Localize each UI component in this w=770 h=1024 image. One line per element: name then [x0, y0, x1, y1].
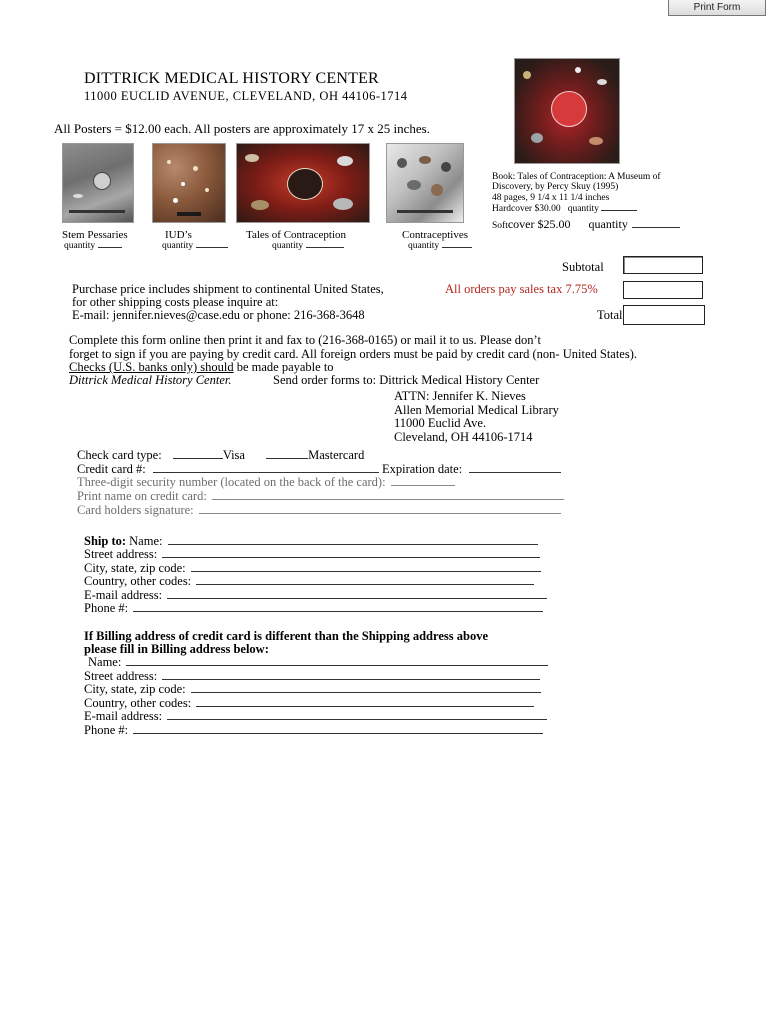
shipping-contact: E-mail: jennifer.nieves@case.edu or phone: 216-368-3648 — [72, 308, 365, 322]
billing-phone-row: Phone #: — [84, 723, 543, 738]
tales-of-contraception-poster-image — [236, 143, 370, 223]
poster-qty-iuds[interactable]: quantity — [162, 241, 228, 251]
ship-to-country-field[interactable] — [196, 583, 534, 585]
instructions-line2: forget to sign if you are paying by credit card. All foreign orders must be paid by credit card (non- United States). — [69, 347, 638, 361]
stem-pessaries-poster-image — [62, 143, 134, 223]
instructions-line1: Complete this form online then print it and fax to (216-368-0165) or mail it to us. Please don’t — [69, 333, 541, 347]
billing-street-row: Street address: — [84, 669, 540, 684]
billing-city-field[interactable] — [191, 691, 541, 693]
billing-street-field[interactable] — [162, 678, 540, 680]
billing-email-field[interactable] — [167, 718, 547, 720]
expiration-date-field[interactable] — [469, 471, 561, 473]
library-line: Allen Memorial Medical Library — [394, 403, 559, 417]
billing-email-row: E-mail address: — [84, 709, 547, 724]
sales-tax-label: All orders pay sales tax 7.75% — [445, 282, 598, 296]
ship-to-name-row: Ship to: Name: — [84, 534, 538, 549]
billing-city-row: City, state, zip code: — [84, 682, 541, 697]
book-softcover-row[interactable]: Softcover $25.00 quantity — [492, 215, 680, 233]
payee-name: Dittrick Medical History Center. — [69, 373, 232, 387]
signature-field[interactable] — [199, 512, 561, 514]
total-field[interactable] — [623, 305, 705, 325]
credit-card-number-field[interactable] — [153, 471, 379, 473]
ship-to-city-field[interactable] — [191, 570, 541, 572]
poster-qty-contraceptives[interactable]: quantity — [408, 241, 472, 251]
mail-street-line: 11000 Euclid Ave. — [394, 416, 486, 430]
subtotal-label: Subtotal — [562, 260, 604, 274]
book-hardcover-row[interactable]: Hardcover $30.00 quantity — [492, 204, 637, 214]
poster-qty-tales[interactable]: quantity — [272, 241, 344, 251]
book-description-line2: Discovery, by Percy Skuy (1995) — [492, 182, 619, 192]
iuds-poster-image — [152, 143, 226, 223]
organization-address: 11000 EUCLID AVENUE, CLEVELAND, OH 44106-1714 — [84, 89, 408, 103]
total-label: Total — [597, 308, 623, 322]
ship-to-street-row: Street address: — [84, 547, 540, 562]
mail-city-line: Cleveland, OH 44106-1714 — [394, 430, 533, 444]
ship-to-country-row: Country, other codes: — [84, 574, 534, 589]
shipping-note-line1: Purchase price includes shipment to continental United States, — [72, 282, 384, 296]
credit-card-row: Credit card #: Expiration date: — [77, 462, 561, 477]
poster-label-contraceptives: Contraceptives — [402, 229, 468, 241]
book-cover-image — [514, 58, 620, 164]
posters-price-note: All Posters = $12.00 each. All posters are approximately 17 x 25 inches. — [54, 121, 430, 136]
sales-tax-field[interactable] — [623, 281, 703, 299]
visa-check-field[interactable] — [173, 457, 223, 459]
billing-country-row: Country, other codes: — [84, 696, 534, 711]
ship-to-phone-row: Phone #: — [84, 601, 543, 616]
mastercard-check-field[interactable] — [266, 457, 308, 459]
ship-to-email-row: E-mail address: — [84, 588, 547, 603]
subtotal-field[interactable] — [623, 256, 703, 274]
contraceptives-poster-image — [386, 143, 464, 223]
billing-country-field[interactable] — [196, 705, 534, 707]
poster-label-tales: Tales of Contraception — [246, 229, 347, 241]
send-to-line: Send order forms to: Dittrick Medical History Center — [273, 373, 540, 387]
organization-title: DITTRICK MEDICAL HISTORY CENTER — [84, 70, 379, 87]
ship-to-phone-field[interactable] — [133, 610, 543, 612]
book-description-line1: Book: Tales of Contraception: A Museum of — [492, 172, 661, 182]
billing-name-row: Name: — [88, 655, 548, 670]
ship-to-city-row: City, state, zip code: — [84, 561, 541, 576]
instructions-line3: Checks (U.S. banks only) should be made payable to — [69, 360, 334, 374]
poster-qty-stem-pessaries[interactable]: quantity — [64, 241, 122, 251]
print-name-row: Print name on credit card: — [77, 489, 564, 504]
billing-name-field[interactable] — [126, 664, 548, 666]
billing-heading-line2: please fill in Billing address below: — [84, 642, 269, 656]
book-description-line3: 48 pages, 9 1/4 x 11 1/4 inches — [492, 193, 610, 203]
print-name-field[interactable] — [212, 498, 564, 500]
poster-label-stem-pessaries: Stem Pessaries — [62, 229, 128, 241]
poster-label-iuds: IUD’s — [165, 229, 192, 241]
attn-line: ATTN: Jennifer K. Nieves — [394, 389, 526, 403]
security-number-row: Three-digit security number (located on the back of the card): — [77, 475, 455, 490]
print-form-button[interactable]: Print Form — [668, 0, 766, 16]
signature-row: Card holders signature: — [77, 503, 561, 518]
ship-to-street-field[interactable] — [162, 556, 540, 558]
ship-to-email-field[interactable] — [167, 597, 547, 599]
ship-to-name-field[interactable] — [168, 543, 538, 545]
billing-phone-field[interactable] — [133, 732, 543, 734]
shipping-note-line2: for other shipping costs please inquire at: — [72, 295, 279, 309]
billing-heading-line1: If Billing address of credit card is different than the Shipping address above — [84, 629, 488, 643]
security-number-field[interactable] — [391, 484, 455, 486]
card-type-row: Check card type: Visa Mastercard — [77, 448, 365, 462]
